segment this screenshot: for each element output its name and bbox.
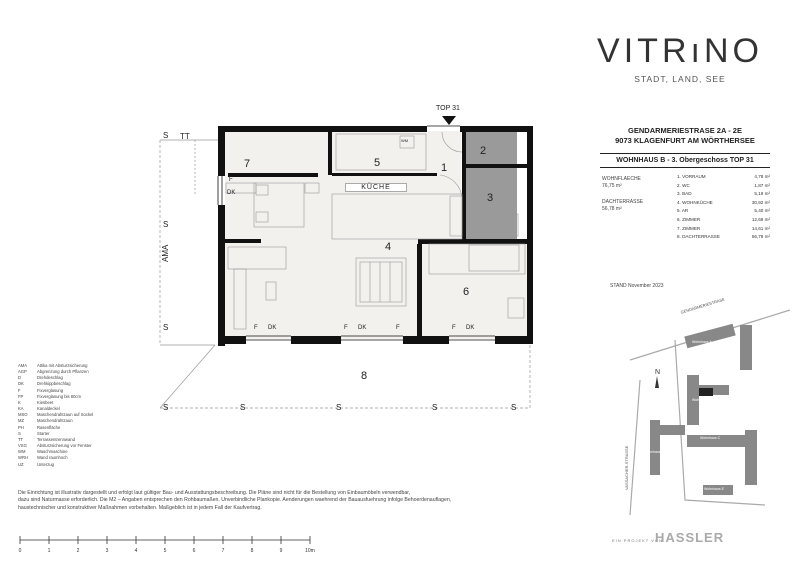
legend-code: WM xyxy=(18,449,26,455)
dk-marker: DK xyxy=(358,325,367,331)
dk-marker: DK xyxy=(268,325,277,331)
room-row xyxy=(677,190,770,199)
entry-arrow-icon xyxy=(442,116,456,125)
room-row xyxy=(677,173,770,182)
legend-code: D xyxy=(18,375,22,381)
legend-text: Drehdeschlag xyxy=(37,375,63,381)
disclaimer xyxy=(18,490,538,512)
legend-text: Rasenfläche xyxy=(37,424,61,430)
legend-code: MSO xyxy=(18,412,28,418)
site-label-d: Wohnhaus D xyxy=(644,450,665,454)
site-label-c: Wohnhaus C xyxy=(700,436,721,440)
top-label: TOP 31 xyxy=(436,105,460,112)
room-area: 5,19 m² xyxy=(754,191,770,197)
legend-code: F xyxy=(18,387,21,393)
brand-logo: VITRıNO xyxy=(597,32,763,70)
disclaimer-line: dazu sind Naturmasse erforderlich. Die M2 – Angaben entsprechen den Rohbaumaßen. Unverbindliche Plankopie. Aenderungen waehrend der Bauausfuehrung infolge Behoerdenauflagen, xyxy=(18,497,452,504)
disclaimer-line: Die Einrichtung ist illustrativ dargestellt und erfolgt laut gültiger Bau- und Ausstattungsbeschreibung. Die Pläne sind nicht für die Bestellung von Einbaumöbeln verwendbar, xyxy=(18,490,411,496)
legend-code: TT xyxy=(18,436,24,442)
f-marker: F xyxy=(254,325,258,331)
unit-title: WOHNHAUS B - 3. Obergeschoss TOP 31 xyxy=(600,153,770,168)
site-label-e: Wohnhaus E xyxy=(704,487,724,491)
scale-tick-label: 0 xyxy=(18,548,22,554)
s-marker: S xyxy=(336,403,342,412)
dachterrasse-label: DACHTERRASSE xyxy=(602,199,644,205)
s-marker: S xyxy=(163,323,169,332)
legend-text: Fixverglasung bis 80cm xyxy=(37,393,81,399)
room-row xyxy=(677,182,770,191)
scale-bar xyxy=(18,530,338,554)
room-number-2: 2 xyxy=(480,145,487,157)
scale-tick-label: 8 xyxy=(250,548,254,554)
room-name: 3. BAD xyxy=(677,191,692,197)
room-number-6: 6 xyxy=(463,286,470,298)
legend-text: Terrassentrennwand xyxy=(37,436,75,442)
room-row xyxy=(677,225,770,234)
footer-project-by: EIN PROJEKT VON xyxy=(612,538,663,543)
dk-marker: DK xyxy=(466,325,475,331)
address-line-1: GENDARMERIESTRASE 2A - 2E xyxy=(628,126,742,135)
room-area: 30,92 m² xyxy=(751,199,770,205)
scale-tick-label: 5 xyxy=(163,548,167,554)
legend-text: Kanaldeckel xyxy=(37,406,60,412)
room-name: 1. VORRAUM xyxy=(677,174,706,179)
room-row xyxy=(677,207,770,216)
legend-text: Unterzug xyxy=(37,461,54,467)
room-name: 8. DACHTERRASSE xyxy=(677,234,720,240)
site-label-a: Wohnhaus A xyxy=(692,340,712,344)
area-summary xyxy=(600,173,770,253)
legend-code: AMA xyxy=(18,363,28,368)
legend-code: DK xyxy=(18,381,24,387)
legend-code: VSG xyxy=(18,443,27,449)
legend-text: Maschendrahtzaun xyxy=(37,418,73,424)
room-number-4: 4 xyxy=(385,241,392,253)
scale-tick-label: 1 xyxy=(47,548,51,554)
room-number-1: 1 xyxy=(441,162,448,174)
disclaimer-line: haustechnischer und konstruktiver Maßnahmen vorbehalten. Maßgeblich ist in jedem Fall der Kaufvertrag. xyxy=(18,504,262,511)
brand-tagline: STADT, LAND, SEE xyxy=(634,74,726,84)
f-marker: F xyxy=(452,325,456,331)
room-row xyxy=(677,199,770,208)
f-marker: F xyxy=(344,325,348,331)
brand-block xyxy=(580,34,780,84)
room-row xyxy=(677,216,770,225)
legend-code: KA xyxy=(18,406,24,412)
room-name: 2. WC xyxy=(677,182,690,188)
room-name: 6. ZIMMER xyxy=(677,216,701,222)
legend xyxy=(18,363,188,468)
legend-code: AGP xyxy=(18,369,27,375)
legend-text: Drehkippbeschlag xyxy=(37,381,71,387)
wm-label: WM xyxy=(401,138,409,143)
dk-marker: DK xyxy=(227,190,236,196)
s-marker: S xyxy=(163,403,169,412)
dachterrasse-value: 56,78 m² xyxy=(602,206,622,212)
f-marker: F xyxy=(229,177,233,183)
room-area: 1,87 m² xyxy=(754,182,770,188)
legend-text: Kiesbeet xyxy=(37,399,54,405)
s-marker: S xyxy=(432,403,438,412)
site-label-b: Wohnhaus B xyxy=(692,398,712,402)
s-marker: S xyxy=(163,220,169,229)
legend-code: UZ xyxy=(18,461,24,467)
room-name: 5. AR xyxy=(677,208,689,214)
kitchen-label: KÜCHE xyxy=(345,183,407,192)
scale-tick-label: 4 xyxy=(134,548,138,554)
ama-label: AMA xyxy=(161,244,170,262)
s-marker: S xyxy=(163,131,169,140)
legend-code: K xyxy=(18,399,21,405)
room-row xyxy=(677,233,770,242)
wohnflaeche-value: 76,75 m² xyxy=(602,183,622,189)
wohnflaeche-label: WOHNFLAECHE xyxy=(602,176,641,182)
footer-brand-logo: HASSLER xyxy=(655,530,725,545)
legend-code: WRH xyxy=(18,455,29,461)
legend-text: Wand raumhoch xyxy=(37,455,68,461)
room-name: 4. WOHNKÜCHE xyxy=(677,199,713,205)
scale-tick-label: 10m xyxy=(305,548,315,554)
scale-tick-label: 2 xyxy=(76,548,80,554)
street-label-left: VASSACHER-STRASSE xyxy=(624,445,629,490)
scale-tick-label: 6 xyxy=(192,548,196,554)
room-number-5: 5 xyxy=(374,157,381,169)
legend-text: Attika mit Absturzsicherung xyxy=(37,363,88,368)
legend-text: Fixverglasung xyxy=(37,387,64,393)
room-area: 4,78 m² xyxy=(754,174,770,179)
room-area: 12,69 m² xyxy=(751,216,770,222)
room-name: 7. ZIMMER xyxy=(677,225,701,231)
north-arrow-icon: N xyxy=(655,369,661,376)
room-number-3: 3 xyxy=(487,192,494,204)
scale-tick-label: 9 xyxy=(279,548,283,554)
s-marker: S xyxy=(511,403,517,412)
legend-text: Maschendrahtzaun auf Sockel xyxy=(37,412,94,418)
apartment-info xyxy=(600,126,770,253)
legend-text: Waschmaschine xyxy=(37,449,68,455)
stand-date: STAND November 2023 xyxy=(610,283,664,289)
room-area: 14,61 m² xyxy=(751,225,770,231)
legend-row xyxy=(18,462,188,468)
room-number-7: 7 xyxy=(244,158,251,170)
legend-code: FP xyxy=(18,393,24,399)
legend-code: MZ xyxy=(18,418,25,424)
legend-text: Starter xyxy=(37,430,50,436)
scale-tick-label: 3 xyxy=(105,548,109,554)
address-line-2: 9073 KLAGENFURT AM WÖRTHERSEE xyxy=(615,136,755,145)
legend-code: PH xyxy=(18,424,24,430)
s-marker: S xyxy=(240,403,246,412)
legend-text: Abgrenzung durch Pflanzen xyxy=(37,369,89,375)
legend-text: Absturzsicherung vor Fenster xyxy=(37,443,92,449)
legend-code: S xyxy=(18,430,21,436)
site-plan xyxy=(615,300,795,515)
room-area: 5,40 m² xyxy=(754,208,770,214)
tt-label: TT xyxy=(180,132,190,141)
scale-tick-label: 7 xyxy=(221,548,225,554)
room-area: 56,78 m² xyxy=(751,234,770,240)
room-number-8: 8 xyxy=(361,370,368,382)
f-marker: F xyxy=(396,325,400,331)
room-list xyxy=(677,173,770,242)
street-label-top: GENDARMERIESTRASE xyxy=(680,296,726,315)
